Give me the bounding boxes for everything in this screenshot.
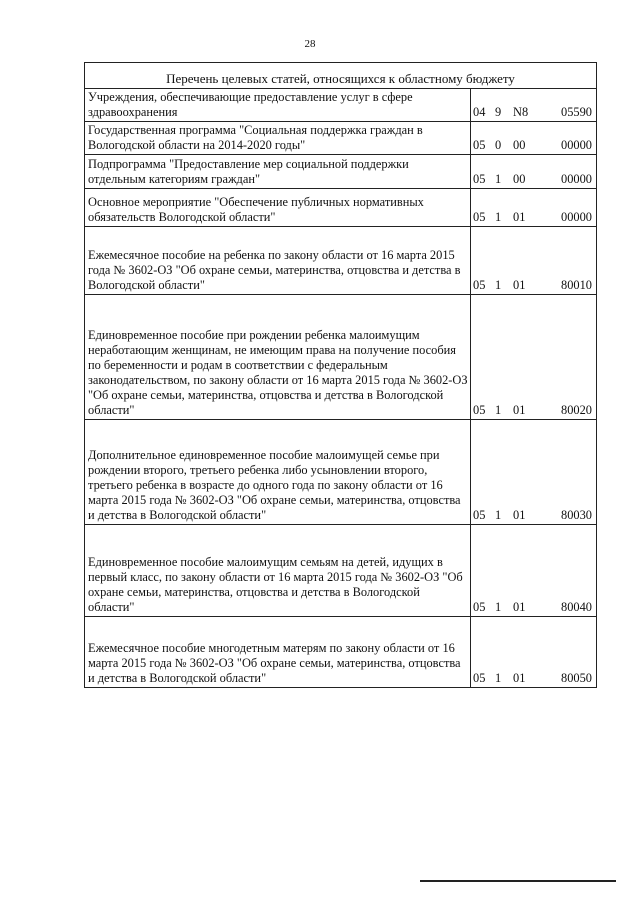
table-row bbox=[85, 155, 597, 189]
code-part-1: 05 bbox=[473, 278, 486, 292]
code-part-3: 00 bbox=[513, 172, 526, 186]
row-name: Подпрограмма "Предоставление мер социальной поддержки отдельным категориям граждан" bbox=[85, 155, 471, 189]
code-part-4: 80050 bbox=[561, 671, 592, 685]
code-part-2: 1 bbox=[495, 600, 502, 614]
code-part-2: 0 bbox=[495, 138, 502, 152]
table-row bbox=[85, 420, 597, 525]
code-part-4: 80020 bbox=[561, 403, 592, 417]
code-part-1: 05 bbox=[473, 172, 486, 186]
code-part-1: 05 bbox=[473, 600, 486, 614]
table-row bbox=[85, 617, 597, 688]
row-name: Единовременное пособие при рождении ребенка малоимущим неработающим женщинам, не имеющим права на получение пособия по беременности и родам в соответствии с федеральным законодательством, по закону области от 16 марта 2015 года № 3602-ОЗ "Об охране семьи, материнства, отцовства и детства в Вологодской области" bbox=[85, 295, 471, 420]
code-part-3: N8 bbox=[513, 105, 529, 119]
code-part-1: 05 bbox=[473, 138, 486, 152]
target-articles-table bbox=[84, 62, 597, 688]
code-part-2: 1 bbox=[495, 508, 502, 522]
row-name: Единовременное пособие малоимущим семьям на детей, идущих в первый класс, по закону области от 16 марта 2015 года № 3602-ОЗ "Об охране семьи, материнства, отцовства и детства в Вологодской области" bbox=[85, 525, 471, 617]
code-part-1: 05 bbox=[473, 210, 486, 224]
row-code bbox=[471, 155, 597, 189]
row-code bbox=[471, 122, 597, 155]
row-code bbox=[471, 227, 597, 295]
row-name: Государственная программа "Социальная поддержка граждан в Вологодской области на 2014-2020 годы" bbox=[85, 122, 471, 155]
row-name: Учреждения, обеспечивающие предоставление услуг в сфере здравоохранения bbox=[85, 89, 471, 122]
page-number: 28 bbox=[304, 38, 316, 50]
table-row bbox=[85, 122, 597, 155]
code-part-3: 01 bbox=[513, 210, 526, 224]
code-part-2: 1 bbox=[495, 172, 502, 186]
code-part-3: 01 bbox=[513, 671, 526, 685]
code-part-2: 1 bbox=[495, 671, 502, 685]
row-name: Основное мероприятие "Обеспечение публичных нормативных обязательств Вологодской области" bbox=[85, 189, 471, 227]
row-name: Ежемесячное пособие многодетным матерям по закону области от 16 марта 2015 года № 3602-ОЗ "Об охране семьи, материнства, отцовства и детства в Вологодской области" bbox=[85, 617, 471, 688]
code-part-3: 00 bbox=[513, 138, 526, 152]
code-part-3: 01 bbox=[513, 508, 526, 522]
code-part-1: 05 bbox=[473, 403, 486, 417]
code-part-3: 01 bbox=[513, 278, 526, 292]
code-part-4: 80010 bbox=[561, 278, 592, 292]
code-part-4: 00000 bbox=[561, 138, 592, 152]
table-row bbox=[85, 89, 597, 122]
code-part-3: 01 bbox=[513, 600, 526, 614]
row-name: Дополнительное единовременное пособие малоимущей семье при рождении второго, третьего ребенка либо усыновлении второго, третьего ребенка в возрасте до одного года по закону области от 16 марта 2015 года № 3602-ОЗ "Об охране семьи, материнства, отцовства и детства в Вологодской области" bbox=[85, 420, 471, 525]
code-part-3: 01 bbox=[513, 403, 526, 417]
row-code bbox=[471, 89, 597, 122]
code-part-2: 1 bbox=[495, 403, 502, 417]
row-code bbox=[471, 420, 597, 525]
code-part-2: 1 bbox=[495, 210, 502, 224]
row-code bbox=[471, 295, 597, 420]
bottom-rule bbox=[420, 880, 616, 882]
table-row bbox=[85, 525, 597, 617]
table-title-row bbox=[85, 63, 597, 89]
table-title: Перечень целевых статей, относящихся к областному бюджету bbox=[85, 63, 597, 89]
code-part-2: 1 bbox=[495, 278, 502, 292]
table-row bbox=[85, 189, 597, 227]
row-code bbox=[471, 189, 597, 227]
table-row bbox=[85, 227, 597, 295]
table-row bbox=[85, 295, 597, 420]
code-part-1: 05 bbox=[473, 671, 486, 685]
code-part-1: 05 bbox=[473, 508, 486, 522]
code-part-4: 05590 bbox=[561, 105, 592, 119]
row-code bbox=[471, 525, 597, 617]
code-part-4: 00000 bbox=[561, 210, 592, 224]
code-part-1: 04 bbox=[473, 105, 486, 119]
code-part-4: 80030 bbox=[561, 508, 592, 522]
code-part-4: 00000 bbox=[561, 172, 592, 186]
row-name: Ежемесячное пособие на ребенка по закону области от 16 марта 2015 года № 3602-ОЗ "Об охране семьи, материнства, отцовства и детства в Вологодской области" bbox=[85, 227, 471, 295]
code-part-2: 9 bbox=[495, 105, 502, 119]
code-part-4: 80040 bbox=[561, 600, 592, 614]
row-code bbox=[471, 617, 597, 688]
